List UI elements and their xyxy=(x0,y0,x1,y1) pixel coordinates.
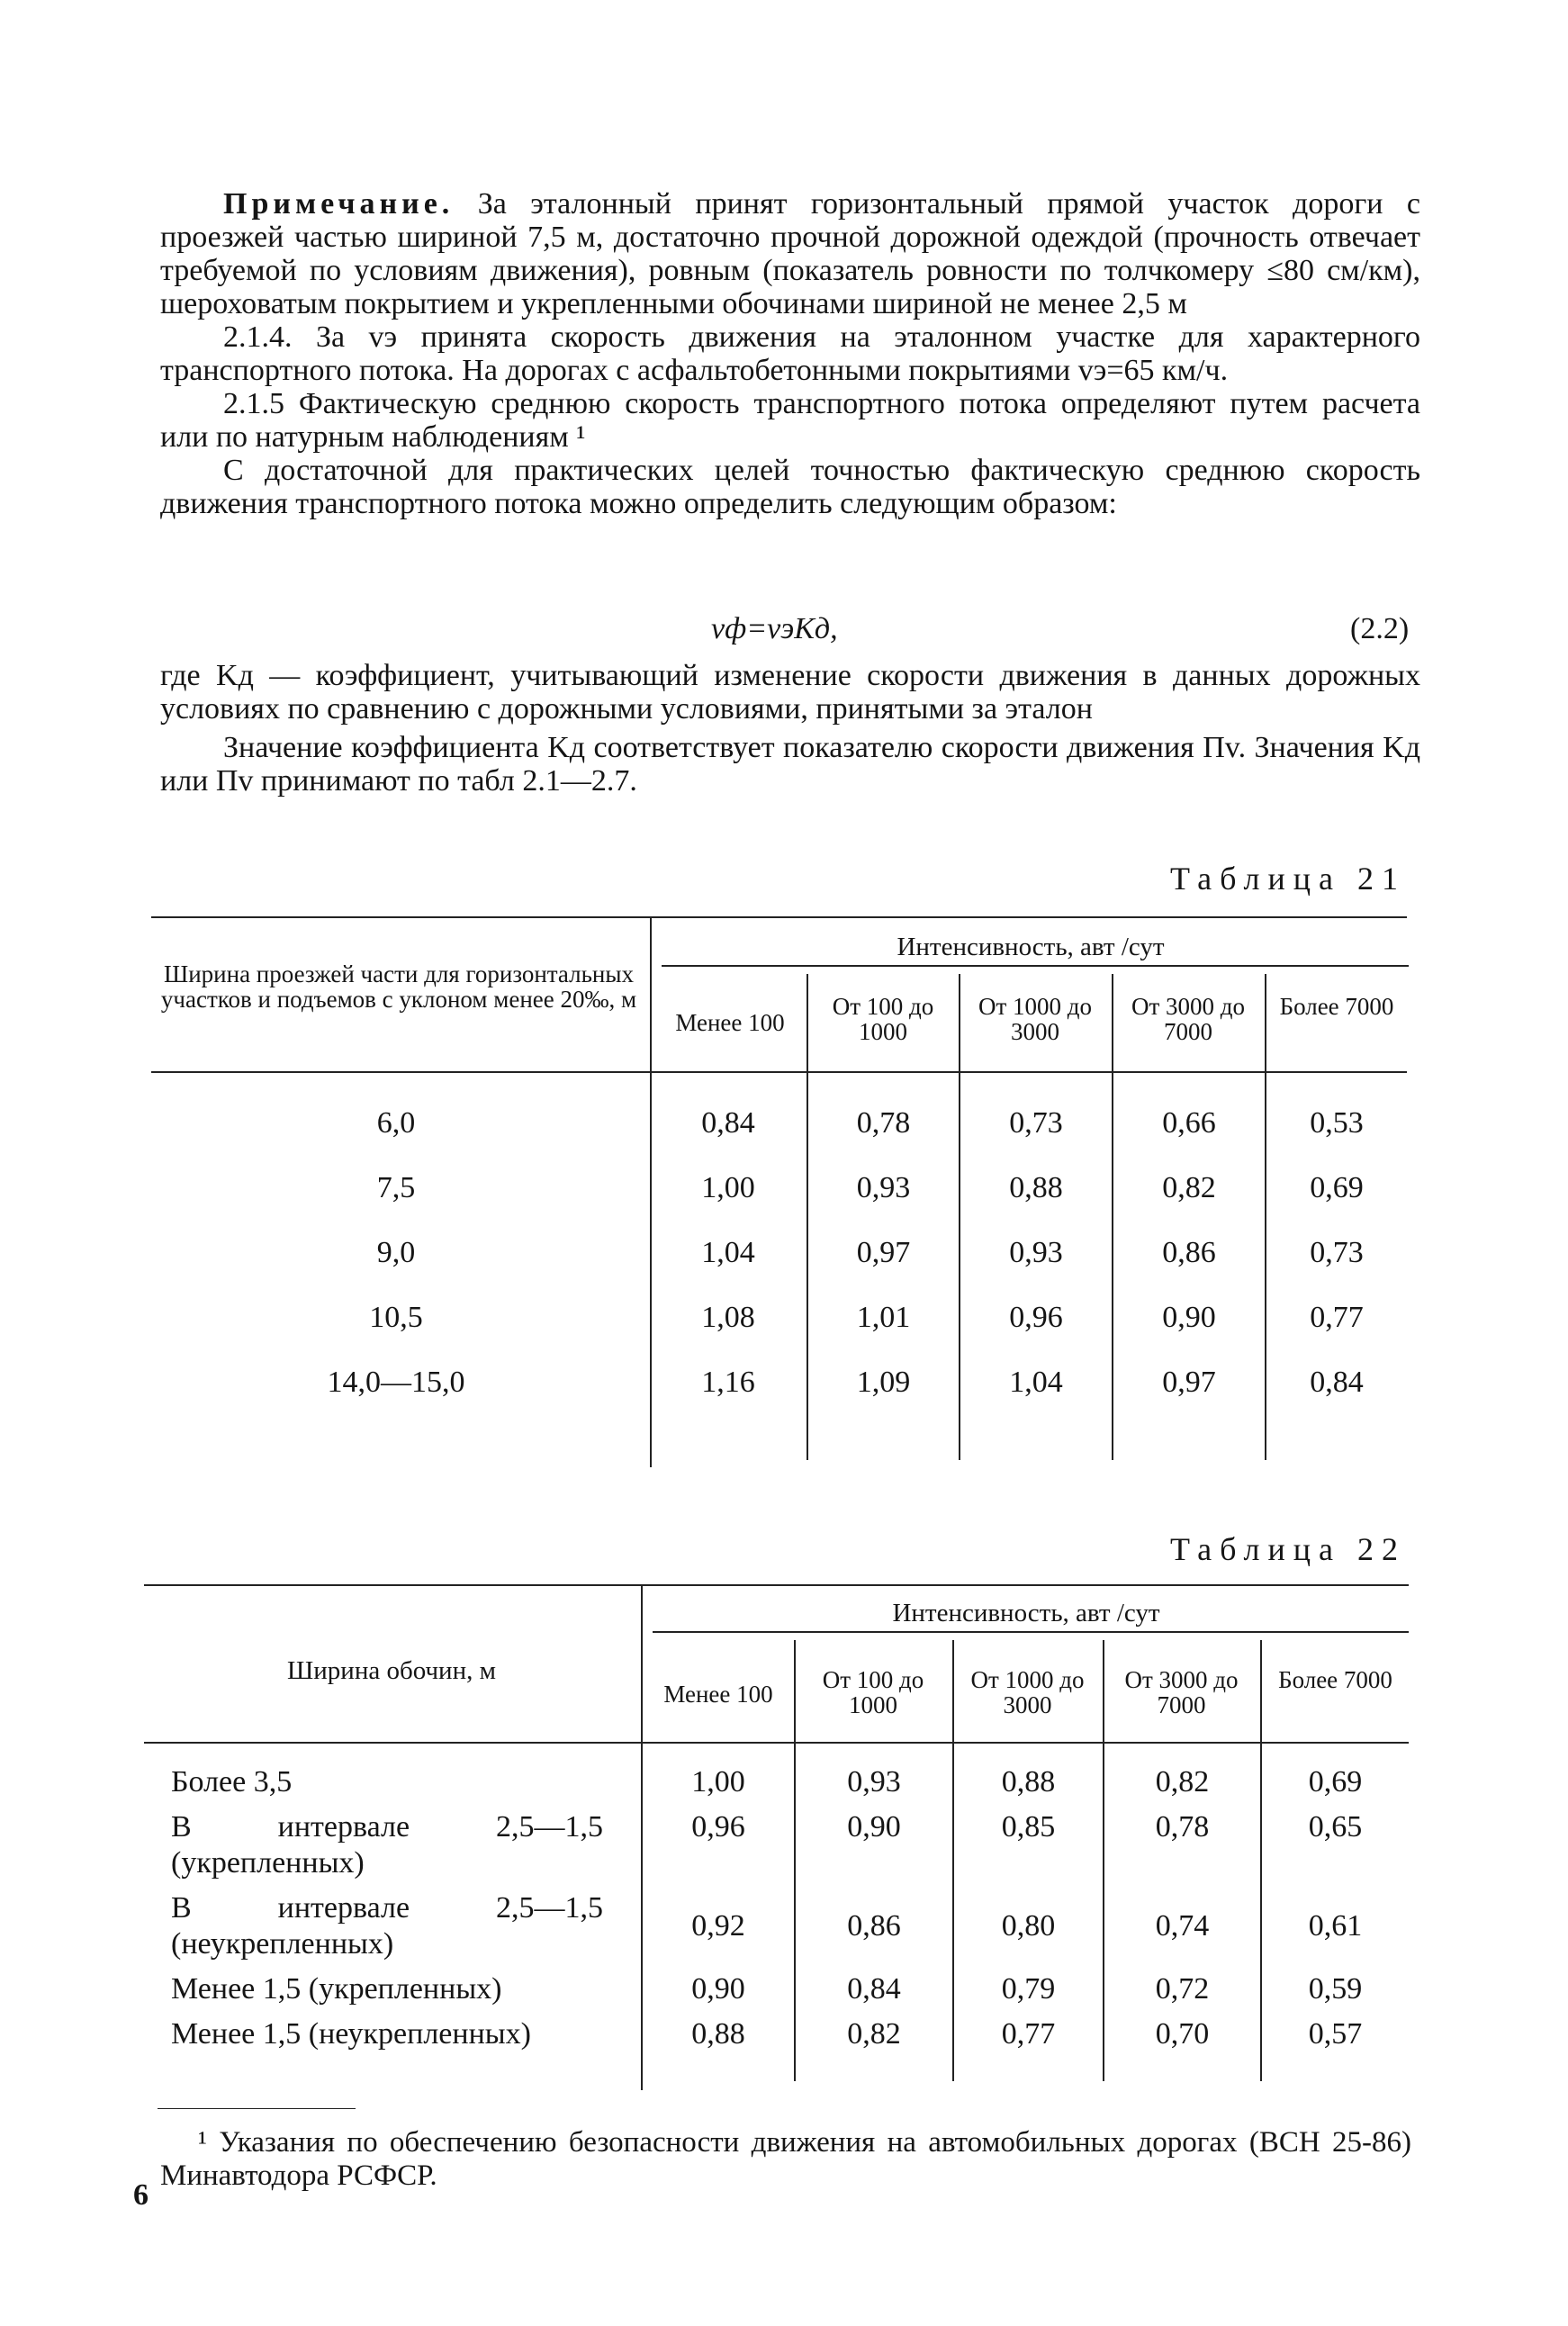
page-number: 6 xyxy=(133,2178,149,2212)
table-cell: 1,01 xyxy=(856,1301,911,1334)
table-cell: 0,78 xyxy=(856,1106,911,1140)
table-cell: 0,77 xyxy=(1001,2017,1056,2051)
table-row-label: В интервале 2,5—1,5 (укрепленных) xyxy=(171,1810,603,1880)
formula-number: (2.2) xyxy=(1350,612,1410,645)
table-cell: 0,53 xyxy=(1310,1106,1364,1140)
note-text: За эталонный принят горизонтальный прямой участок дороги с проезжей частью шириной 7,5 м, достаточно прочной дорожной одеждой (прочность отвечает требуемой по условиям движения), ровным (показатель ровности по толчкомеру ≤80 см/км), шероховатым покрытием и укрепленными обочинами шириной не менее 2,5 м xyxy=(160,187,1420,320)
table-cell: 0,84 xyxy=(1310,1366,1364,1399)
table-22-caption: Таблица 22 xyxy=(1170,1531,1406,1567)
main-text xyxy=(160,187,1420,520)
table-row-label: 9,0 xyxy=(376,1236,416,1269)
table-cell: 1,16 xyxy=(701,1366,755,1399)
table-cell: 0,73 xyxy=(1310,1236,1364,1269)
table-21-row-header: Ширина проезжей части для горизонтальных участков и подъемов с уклоном менее 20‰, м xyxy=(160,960,637,1013)
table-cell: 0,65 xyxy=(1308,1810,1363,1844)
table-cell: 0,90 xyxy=(1162,1301,1216,1334)
table-cell: 0,84 xyxy=(701,1106,755,1140)
table-cell: 0,97 xyxy=(1162,1366,1216,1399)
note-label: Примечание. xyxy=(223,187,455,221)
table-cell: 0,57 xyxy=(1308,2017,1363,2051)
table-cell: 0,90 xyxy=(847,1810,901,1844)
table-cell: 0,86 xyxy=(847,1909,901,1943)
table-cell: 0,85 xyxy=(1001,1810,1056,1844)
table-22-group-header: Интенсивность, авт /сут xyxy=(892,1599,1160,1627)
table-cell: 0,74 xyxy=(1155,1909,1210,1943)
table-cell: 0,90 xyxy=(691,1972,745,2006)
table-row-label: Менее 1,5 (неукрепленных) xyxy=(171,2017,531,2051)
table-cell: 0,73 xyxy=(1009,1106,1063,1140)
table-row-label: 10,5 xyxy=(369,1301,423,1334)
table-cell: 1,09 xyxy=(856,1366,911,1399)
table-cell: 0,84 xyxy=(847,1972,901,2006)
table-cell: 0,93 xyxy=(847,1765,901,1799)
document-page: Примечание. За эталонный принят горизонтальный прямой участок дороги с проезжей частью шириной 7,5 м, достаточно прочной дорожной одеждой (прочность отвечает требуемой по условиям движения), ровным (показатель ровности по толчкомеру ≤80 см/км), шероховатым покрытием и укрепленными обочинами шириной не менее 2,5 м 2.1.4. За vэ принята скорость движения на эталонном участке для характерного транспортного потока. На дорогах с асфальтобетонными покрытиями vэ=65 км/ч. 2.1.5 Фактическую среднюю скорость транспортного потока определяют путем расчета или по натурным наблюдениям ¹ С достаточной для практических целей точностью фактическую среднюю скорость движения транспортного потока можно определить следующим образом: vф=vэKд, (2.2) где Kд — коэффициент, учитывающий изменение скорости движения в данных дорожных условиях по сравнению с дорожными условиями, принятыми за эталон Значение коэффициента Kд соответствует показателю скорости движения Пv. Значения Kд или Пv принимают по табл 2.1—2.7. Таблица 21 Интенсивность, авт /сут Ширина проезжей части для горизонтальных участков и подъемов с уклоном менее 20‰, м Менее 100 От 100 до 1000 От 1000 до 3000 От 3000 до 7000 Более 7000 6,0 0,84 0,78 0,73 0,66 0,53 7,5 1,00 0,93 0,88 0,82 0,69 9,0 1,04 0,97 0,93 0,86 0,73 10,5 1,08 1,01 0,96 0,90 0,77 14,0—15,0 1,16 1,09 1,04 0,97 0,84 Таблица 22 Интенсивность, авт /сут Ширина обочин, м Менее 100 От 100 до 1000 От 1000 до 3000 От 3000 до 7000 Более 7000 Более 3,5 1,00 0,93 0,88 0,82 0,69 В интервале 2,5—1,5 (укрепленных) 0,96 0,90 0,85 0,78 0,65 В интервале 2,5—1,5 (неукрепленных) 0,92 0,86 0,80 0,74 0,61 Менее 1,5 (укрепленных) 0,90 0,84 0,79 0,72 0,59 Менее 1,5 (неукрепленных) 0,88 0,82 0,77 0,70 0,57 ¹ Указания по обеспечению безопасности движения на автомобильных дорогах (ВСН 25-86) Минавтодора РСФСР. 6 xyxy=(133,187,1420,2212)
paragraph-2-1-5: 2.1.5 Фактическую среднюю скорость транспортного потока определяют путем расчета или по натурным наблюдениям ¹ xyxy=(160,387,1420,454)
table-cell: 1,08 xyxy=(701,1301,755,1334)
note-paragraph xyxy=(160,187,1420,320)
table-cell: 0,97 xyxy=(856,1236,911,1269)
table-21-caption: Таблица 21 xyxy=(1170,861,1406,897)
table-cell: 0,96 xyxy=(691,1810,745,1844)
formula: vф=vэKд, xyxy=(711,612,838,645)
table-cell: 0,82 xyxy=(1162,1171,1216,1204)
main-text-2 xyxy=(160,659,1420,798)
table-cell: 1,00 xyxy=(691,1765,745,1799)
paragraph-value: Значение коэффициента Kд соответствует показателю скорости движения Пv. Значения Kд или Пv принимают по табл 2.1—2.7. xyxy=(160,731,1420,798)
table-cell: 0,82 xyxy=(1155,1765,1210,1799)
table-cell: 0,82 xyxy=(847,2017,901,2051)
table-row-label: 14,0—15,0 xyxy=(327,1366,465,1399)
table-cell: 0,69 xyxy=(1308,1765,1363,1799)
table-cell: 0,79 xyxy=(1001,1972,1056,2006)
table-cell: 1,04 xyxy=(701,1236,755,1269)
table-cell: 0,77 xyxy=(1310,1301,1364,1334)
table-cell: 1,04 xyxy=(1009,1366,1063,1399)
table-row-label: 7,5 xyxy=(376,1171,416,1204)
table-row-label: Более 3,5 xyxy=(171,1765,293,1799)
table-cell: 0,93 xyxy=(1009,1236,1063,1269)
table-21-group-header: Интенсивность, авт /сут xyxy=(897,933,1165,961)
table-row-label: 6,0 xyxy=(376,1106,416,1140)
table-cell: 0,78 xyxy=(1155,1810,1210,1844)
table-cell: 0,96 xyxy=(1009,1301,1063,1334)
table-cell: 0,88 xyxy=(691,2017,745,2051)
table-cell: 0,59 xyxy=(1308,1972,1363,2006)
table-22-row-header: Ширина обочин, м xyxy=(287,1656,496,1685)
table-cell: 0,92 xyxy=(691,1909,745,1943)
table-cell: 0,66 xyxy=(1162,1106,1216,1140)
table-cell: 0,61 xyxy=(1308,1909,1363,1943)
table-row-label: В интервале 2,5—1,5 (неукрепленных) xyxy=(171,1891,603,1961)
paragraph-where: где Kд — коэффициент, учитывающий изменение скорости движения в данных дорожных условиях по сравнению с дорожными условиями, принятыми за эталон xyxy=(160,659,1420,726)
table-row-label: Менее 1,5 (укрепленных) xyxy=(171,1972,502,2006)
table-cell: 0,88 xyxy=(1009,1171,1063,1204)
table-cell: 0,86 xyxy=(1162,1236,1216,1269)
table-cell: 0,72 xyxy=(1155,1972,1210,2006)
table-cell: 0,80 xyxy=(1001,1909,1056,1943)
table-cell: 0,69 xyxy=(1310,1171,1364,1204)
paragraph-method: С достаточной для практических целей точностью фактическую среднюю скорость движения транспортного потока можно определить следующим образом: xyxy=(160,454,1420,520)
footnote: ¹ Указания по обеспечению безопасности движения на автомобильных дорогах (ВСН 25-86) Минавтодора РСФСР. xyxy=(160,2126,1411,2192)
table-cell: 0,93 xyxy=(856,1171,911,1204)
table-cell: 0,70 xyxy=(1155,2017,1210,2051)
table-cell: 0,88 xyxy=(1001,1765,1056,1799)
table-cell: 1,00 xyxy=(701,1171,755,1204)
paragraph-2-1-4: 2.1.4. За vэ принята скорость движения на эталонном участке для характерного транспортного потока. На дорогах с асфальтобетонными покрытиями vэ=65 км/ч. xyxy=(160,320,1420,387)
